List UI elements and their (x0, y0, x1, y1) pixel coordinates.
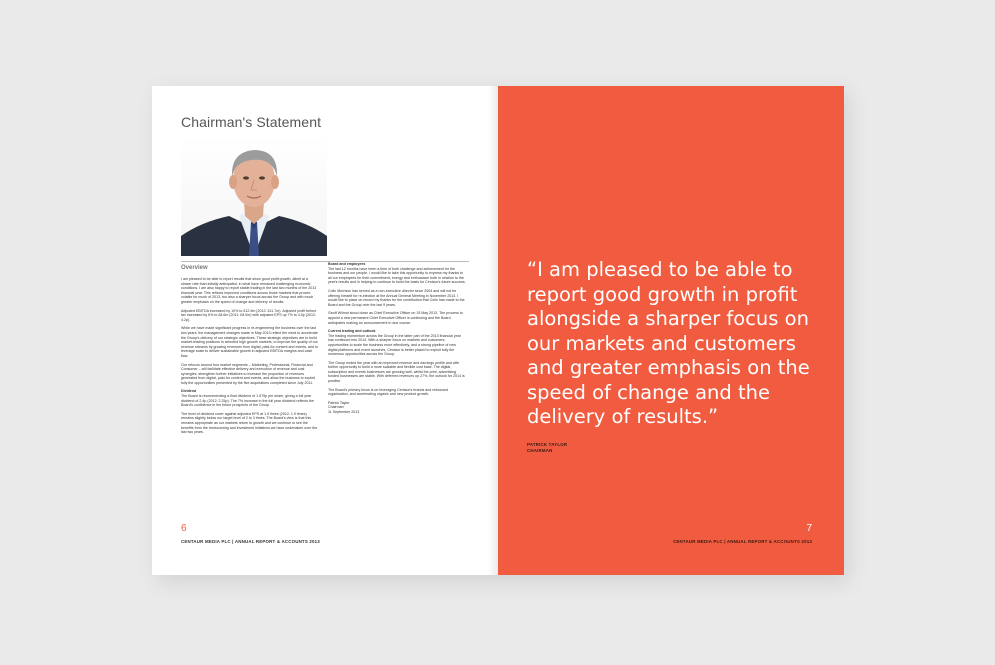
page-number: 7 (806, 523, 812, 534)
quote-attribution-name: PATRICK TAYLOR (527, 442, 568, 447)
paragraph: Our refocus around four market segments – Marketing, Professional, Financial and Consumer – will facilitate effective delivery and execution of revenue and cost synergies, strengthen further initiatives to increase the proportion of revenues generated from digital, paid-for content and events, and allow the business to exploit fully the opportunities presented by the five acquisitions completed since July 2011. (181, 362, 316, 385)
report-spread (152, 86, 844, 575)
signature-block: Patrick Taylor Chairman 11 September 2013 (328, 400, 360, 415)
paragraph: The Board is recommending a final dividend of 1.575p per share, giving a full year dividend of 2.4p (2012: 2.25p). The 7% increase in the full year dividend reflects the Board's confidence in the future prospects of the Group. (181, 394, 314, 408)
paragraph: The last 12 months have been a time of both challenge and achievement for the business and our people. I would like to take this opportunity to express my thanks to all our employees for their commitment, energy and enthusiasm both in relation to the year's results and in helping to continue to build the basis for Centaur's future success. (328, 266, 466, 285)
text-column-1 (181, 277, 319, 439)
overview-heading: Overview (181, 265, 208, 271)
page-footer: CENTAUR MEDIA PLC | ANNUAL REPORT & ACCOUNTS 2013 (673, 539, 812, 544)
chairman-portrait (181, 136, 327, 256)
paragraph: While we have made significant progress in re-engineering the business over the last two years, the management changes made in May 2013 reflect the need to accelerate the Group's delivery of our strategic objectives. These strategic objectives are to build market-leading positions in selected high growth markets, to improve the quality of our revenue streams by growing revenues from digital, paid-for content and events, and to leverage scale to deliver sustainable growth in adjusted EBITDA margins and cash flow. (181, 326, 319, 358)
page-number: 6 (181, 523, 187, 534)
quote-attribution-role: CHAIRMAN (527, 448, 553, 453)
pull-quote: “I am pleased to be able to report good growth in profit alongside a sharper focus on our markets and customers and greater emphasis on the speed of change and the delivery of results.” (527, 258, 810, 428)
right-page (498, 86, 844, 575)
paragraph-heading: Board and employees (328, 262, 366, 266)
page-fold (488, 86, 498, 575)
paragraph: The trading momentum across the Group in the latter part of the 2013 financial year has continued into 2014. With a sharper focus on markets and customers, opportunities to scale the business more effectively, and a strong pipeline of new digital platforms and event launches, Centaur is better placed to exploit fully the numerous opportunities across the Group. (328, 333, 461, 357)
paragraph-heading: Current trading and outlook (328, 329, 376, 334)
text-column-2 (328, 262, 466, 419)
left-page (152, 86, 498, 575)
paragraph: I am pleased to be able to report results that show good profit growth, albeit at a slower rate than initially anticipated, in what have remained challenging economic conditions. I am also happy to report stable trading in the last two months of the 2013 financial year. This reflects improved conditions across those markets that proved volatile for much of 2013, but also a sharper focus across the Group and with much greater emphasis on the speed of change and delivery of results. (181, 277, 317, 304)
page-footer: CENTAUR MEDIA PLC | ANNUAL REPORT & ACCOUNTS 2013 (181, 539, 320, 544)
paragraph: The Group ended the year with an improved revenue and earnings profile and with further opportunity to build a more scalable and flexible cost base. The digital, subscription and events businesses are growing well, whilst the print, advertising funded businesses are stable. With deferred revenues up 27%, the outlook for 2014 is positive. (328, 360, 465, 384)
paragraph: Colin Morrison has served as a non-executive director since 2004 and will not be offering himself for re-election at the Annual General Meeting in November 2013. I would like to place on record my thanks for the contribution that Colin has made to the Board and the Group over the last 9 years. (328, 288, 465, 307)
paragraph: Geoff Wilmot stood down as Chief Executive Officer on 15 May 2013. The process to appoint a new permanent Chief Executive Officer is continuing and the Board anticipates making an announcement in due course. (328, 311, 463, 325)
paragraph-heading: Dividend (181, 389, 197, 394)
paragraph: Adjusted EBITDA increased by 10% to £12.9m (2012: £11.7m). Adjusted profit before tax increased by 6% to £8.6m (2011: £8.0m) with adjusted EPS up 7% to 4.5p (2012: 4.2p). (181, 308, 317, 322)
section-title: Chairman's Statement (181, 114, 322, 130)
paragraph: The level of dividend cover against adjusted EPS at 1.9 times (2012: 1.9 times) remains slightly below our target level of 2 to 3 times. The Board's view is that this remains appropriate as our markets return to growth and we continue to see the benefits from the restructuring and investment initiatives we have undertaken over the last two years. (181, 411, 318, 435)
paragraph: The Board's primary focus is on leveraging Centaur's brands and refocused organisation, and accelerating organic and new product growth. (328, 387, 449, 397)
